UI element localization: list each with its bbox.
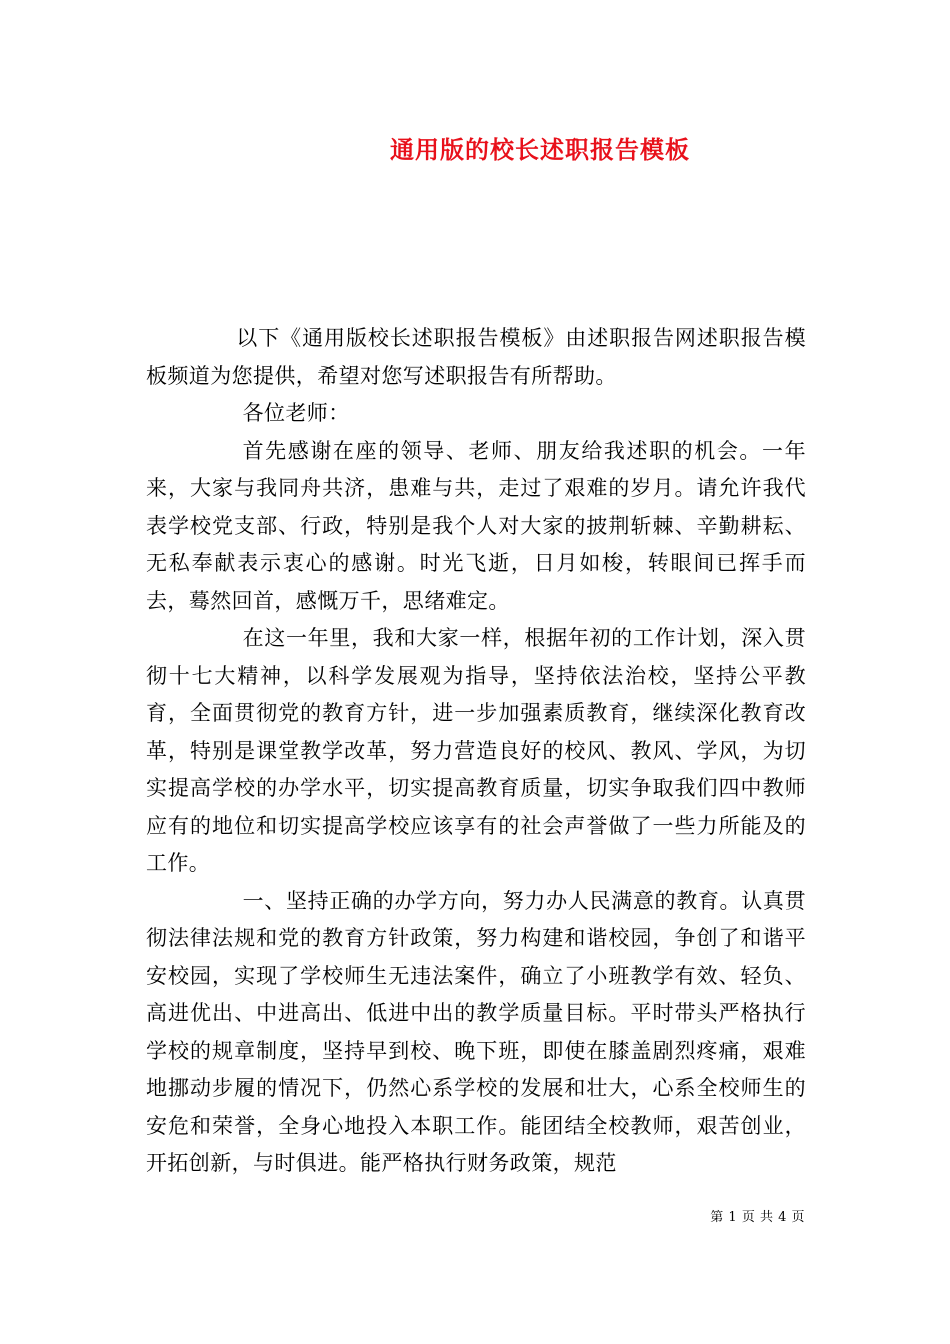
page-number: 第 1 页 共 4 页 (710, 1210, 805, 1225)
section-one-paragraph: 一、坚持正确的办学方向，努力办人民满意的教育。认真贯彻法律法规和党的教育方针政策，努力构建和谐校园，争创了和谐平安校园，实现了学校师生无违法案件，确立了小班教学有效、轻负、高进优出、中进高出、低进中出的教学质量目标。平时带头严格执行学校的规章制度，坚持早到校、晚下班，即使在膝盖剧烈疼痛，艰难地挪动步履的情况下，仍然心系学校的发展和壮大，心系全校师生的安危和荣誉，全身心地投入本职工作。能团结全校教师，艰苦创业，开拓创新，与时俱进。能严格执行财务政策，规范 (146, 888, 806, 1175)
greeting-paragraph: 各位老师： (242, 401, 350, 425)
intro-paragraph: 以下《通用版校长述职报告模板》由述职报告网述职报告模板频道为您提供，希望对您写述职报告有所帮助。 (146, 326, 806, 388)
document-title: 通用版的校长述职报告模板 (390, 135, 690, 164)
thanks-paragraph: 首先感谢在座的领导、老师、朋友给我述职的机会。一年来，大家与我同舟共济，患难与共，走过了艰难的岁月。请允许我代表学校党支部、行政，特别是我个人对大家的披荆斩棘、辛勤耕耘、无私奉献表示衷心的感谢。时光飞逝，日月如梭，转眼间已挥手而去，蓦然回首，感慨万千，思绪难定。 (146, 438, 806, 613)
document-body (146, 320, 806, 1183)
year-review-paragraph: 在这一年里，我和大家一样，根据年初的工作计划，深入贯彻十七大精神，以科学发展观为指导，坚持依法治校，坚持公平教育，全面贯彻党的教育方针，进一步加强素质教育，继续深化教育改革，特别是课堂教学改革，努力营造良好的校风、教风、学风，为切实提高学校的办学水平，切实提高教育质量，切实争取我们四中教师应有的地位和切实提高学校应该享有的社会声誉做了一些力所能及的工作。 (146, 626, 806, 875)
